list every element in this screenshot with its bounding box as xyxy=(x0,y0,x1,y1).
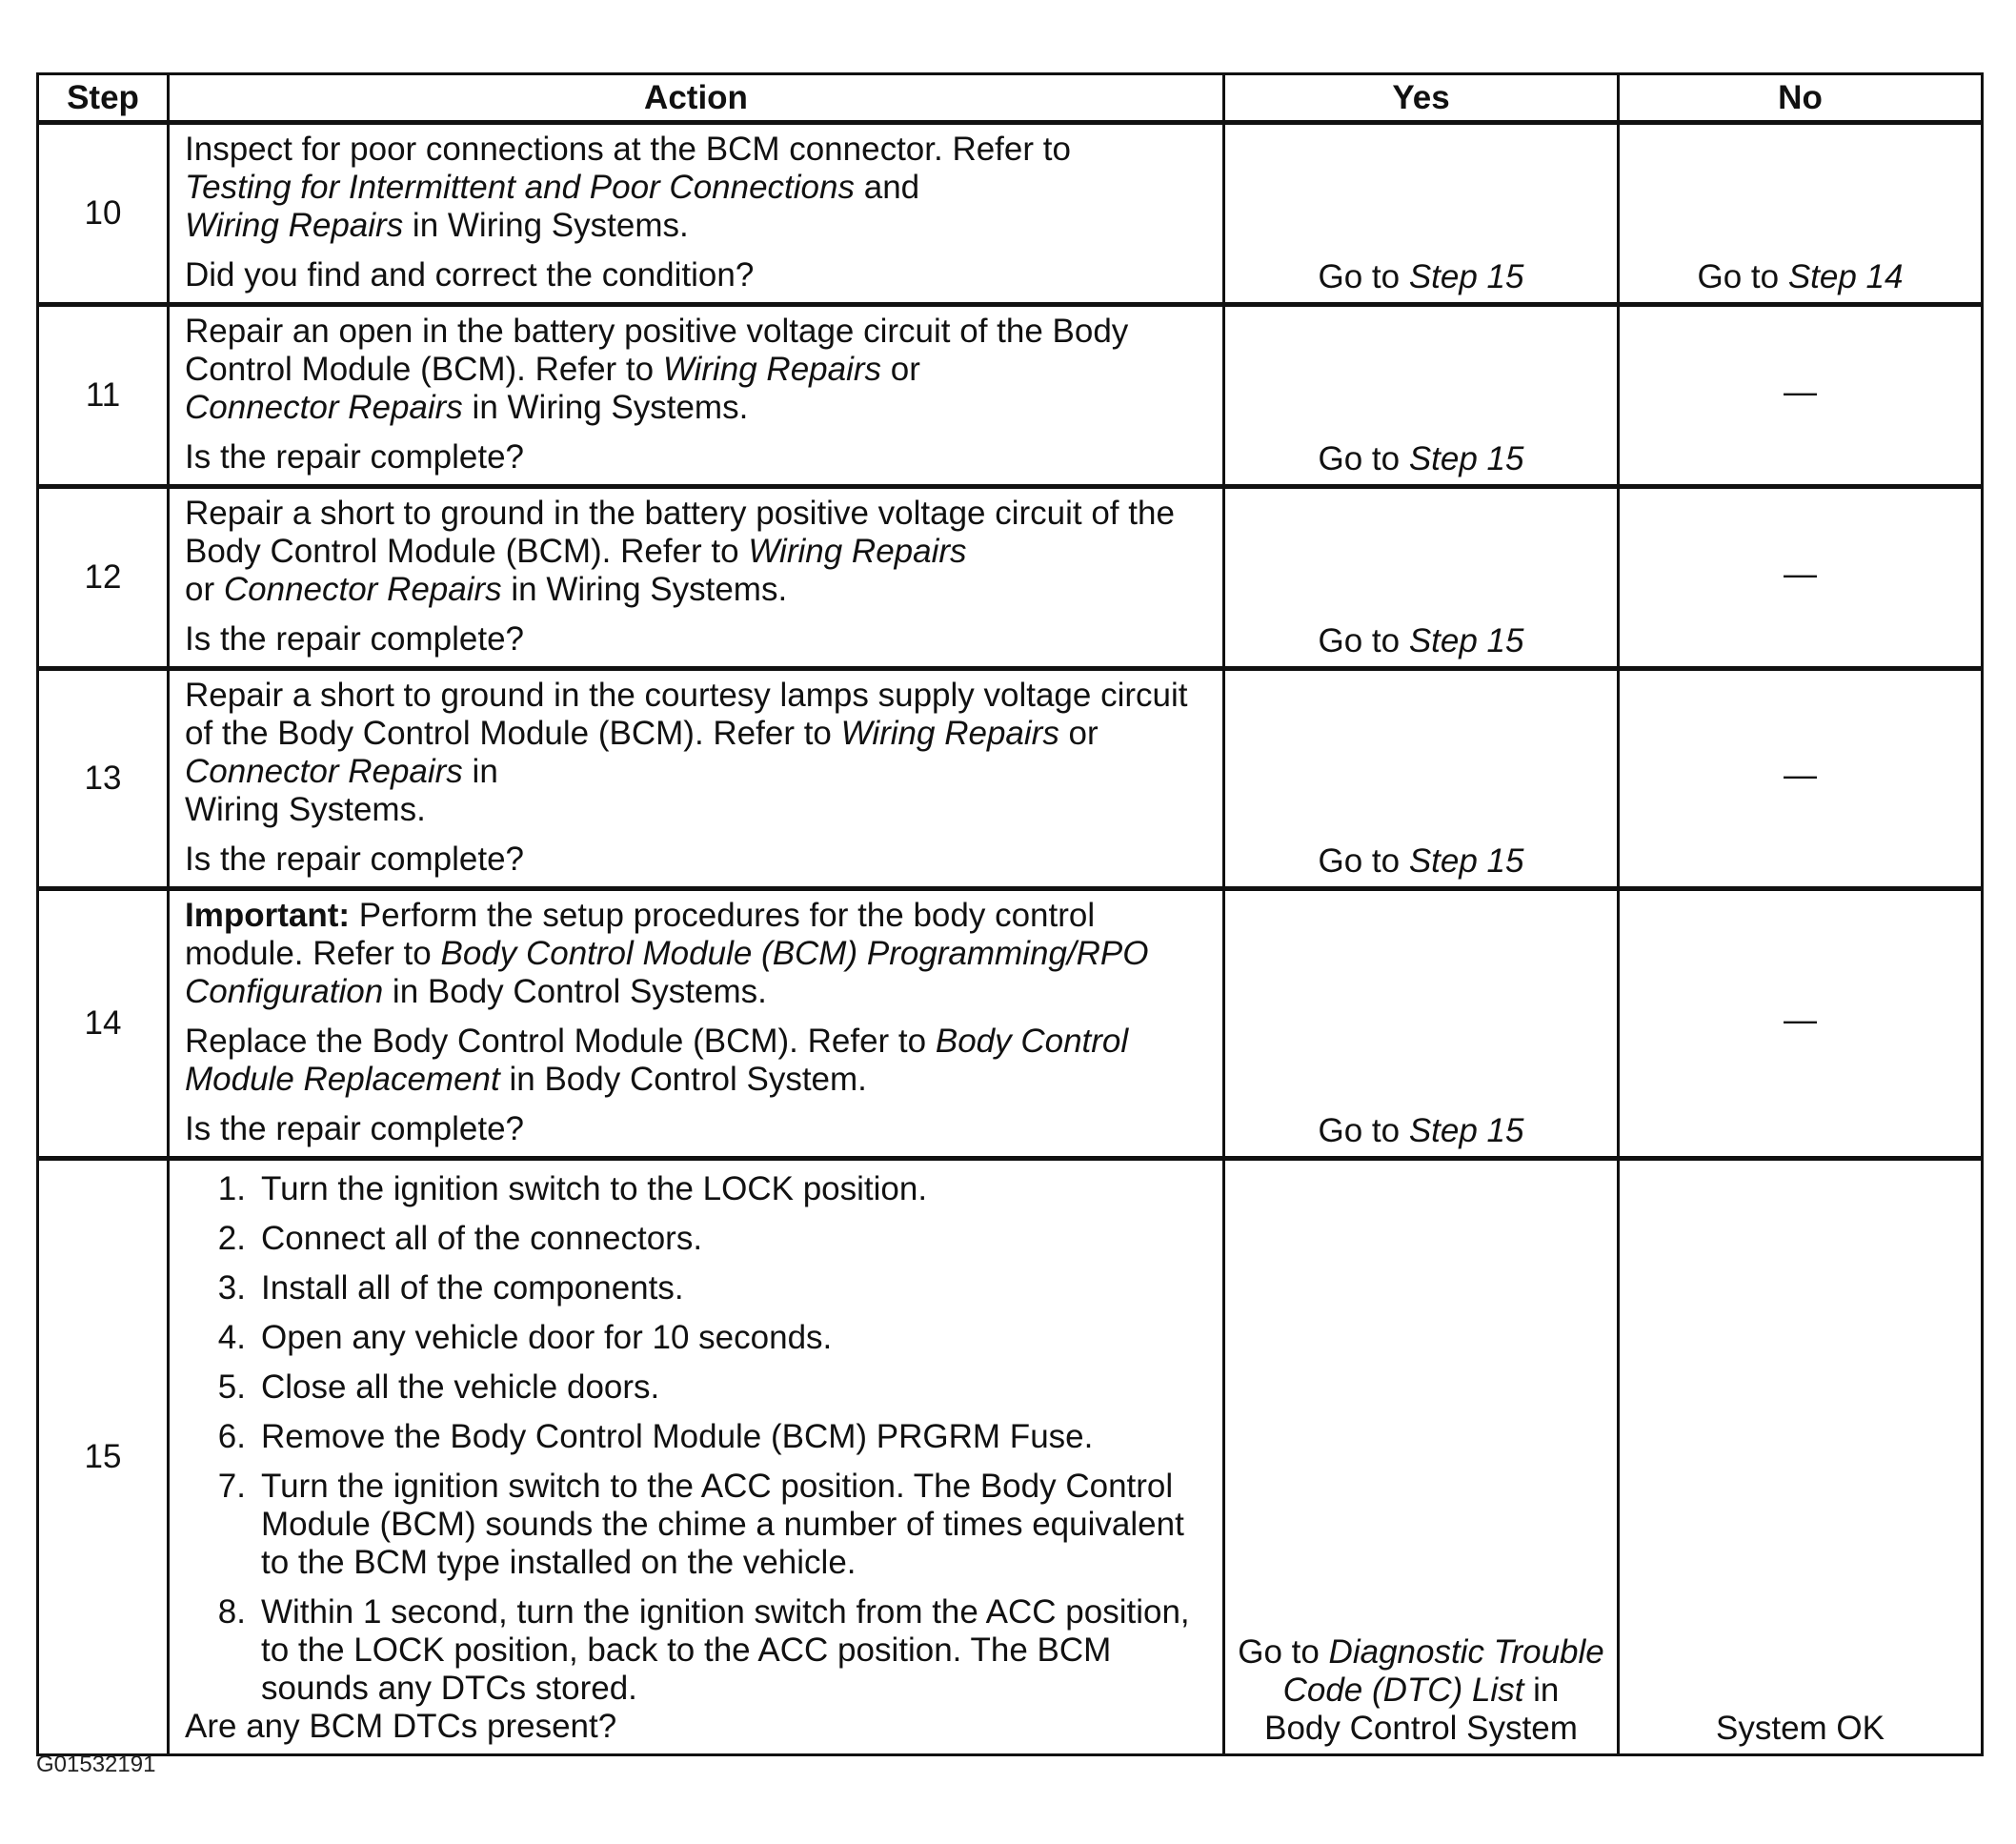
list-item xyxy=(185,1220,1207,1258)
question-text: Is the repair complete? xyxy=(185,1110,525,1147)
replace-instruction xyxy=(185,1023,1207,1099)
yes-cell xyxy=(1224,669,1619,889)
yes-prefix: Go to xyxy=(1318,1112,1409,1149)
action-text-part: in Body Control Systems. xyxy=(383,973,767,1010)
no-cell: System OK xyxy=(1619,1159,1983,1755)
yes-prefix: Go to xyxy=(1238,1633,1329,1671)
list-text: Close all the vehicle doors. xyxy=(261,1368,660,1406)
diagnostic-table xyxy=(36,72,1984,1756)
step-number: 14 xyxy=(38,889,169,1159)
yes-cell xyxy=(1224,487,1619,669)
procedure-list xyxy=(185,1170,1207,1708)
question-text: Is the repair complete? xyxy=(185,438,525,476)
no-dash: — xyxy=(1619,305,1983,487)
action-cell xyxy=(169,669,1224,889)
question-text: Is the repair complete? xyxy=(185,620,525,658)
header-step: Step xyxy=(38,74,169,123)
action-text xyxy=(185,131,1207,245)
list-number: 5. xyxy=(217,1368,246,1406)
yes-tail: Body Control System xyxy=(1264,1710,1578,1747)
action-text-part: Repair a short to ground in the battery positive voltage circuit of the Body Control Module (BCM). Refer to xyxy=(185,495,1175,570)
action-text-part: or xyxy=(881,351,920,388)
no-dash: — xyxy=(1619,669,1983,889)
step-number: 12 xyxy=(38,487,169,669)
table-row xyxy=(38,305,1983,487)
doc-reference: Wiring Repairs xyxy=(662,351,882,388)
action-text xyxy=(185,495,1207,609)
list-text: Connect all of the connectors. xyxy=(261,1220,703,1257)
action-cell xyxy=(169,487,1224,669)
list-text: Remove the Body Control Module (BCM) PRGRM Fuse. xyxy=(261,1418,1094,1455)
no-prefix: Go to xyxy=(1697,258,1788,295)
header-action: Action xyxy=(169,74,1224,123)
doc-reference: Body Control Module (BCM) Programming/RPO Configuration xyxy=(185,935,1149,1010)
important-label: Important: xyxy=(185,897,351,934)
list-item xyxy=(185,1593,1207,1708)
yes-prefix: Go to xyxy=(1318,258,1409,295)
no-dash: — xyxy=(1619,889,1983,1159)
action-text-part: Perform the setup procedures for the body control module. Refer to xyxy=(185,897,1096,972)
list-number: 8. xyxy=(217,1593,246,1631)
doc-reference: Body Control Module Replacement xyxy=(185,1023,1129,1098)
list-text: Install all of the components. xyxy=(261,1269,684,1307)
action-text-part: Inspect for poor connections at the BCM connector. Refer to xyxy=(185,131,1071,168)
action-cell xyxy=(169,123,1224,305)
list-item xyxy=(185,1368,1207,1407)
header-no: No xyxy=(1619,74,1983,123)
doc-reference: Wiring Repairs xyxy=(748,533,967,570)
action-cell xyxy=(169,889,1224,1159)
question-text: Are any BCM DTCs present? xyxy=(185,1708,617,1745)
action-text-part: in Wiring Systems. xyxy=(403,207,689,244)
figure-id: G01532191 xyxy=(36,1752,156,1777)
yes-cell xyxy=(1224,123,1619,305)
list-number: 3. xyxy=(217,1269,246,1307)
doc-reference: Wiring Repairs xyxy=(185,207,404,244)
action-text-part: in Wiring Systems. xyxy=(462,389,749,426)
yes-cell xyxy=(1224,889,1619,1159)
list-number: 2. xyxy=(217,1220,246,1257)
yes-tail: in xyxy=(1523,1672,1560,1709)
step-link: Step 14 xyxy=(1787,258,1904,295)
yes-prefix: Go to xyxy=(1318,440,1409,477)
doc-reference: Wiring Repairs xyxy=(840,715,1059,752)
question-text: Did you find and correct the condition? xyxy=(185,256,755,294)
header-row xyxy=(38,74,1983,123)
step-number: 13 xyxy=(38,669,169,889)
action-text-part: Wiring Systems. xyxy=(185,791,426,828)
action-text-part: in Wiring Systems. xyxy=(501,571,788,608)
action-cell xyxy=(169,305,1224,487)
list-item xyxy=(185,1170,1207,1208)
step-link: Step 15 xyxy=(1408,842,1524,880)
question-text: Is the repair complete? xyxy=(185,841,525,878)
action-text-part: or xyxy=(1058,715,1099,752)
action-text-part: Repair a short to ground in the courtesy lamps supply voltage circuit of the Body Control Module (BCM). Refer to xyxy=(185,677,1188,752)
list-item xyxy=(185,1269,1207,1307)
step-link: Step 15 xyxy=(1408,258,1524,295)
list-number: 4. xyxy=(217,1319,246,1356)
action-text-part: Repair an open in the battery positive voltage circuit of the Body Control Module (BCM). Refer to xyxy=(185,313,1129,388)
no-dash: — xyxy=(1619,487,1983,669)
list-number: 7. xyxy=(217,1468,246,1505)
yes-cell xyxy=(1224,305,1619,487)
list-item xyxy=(185,1319,1207,1357)
yes-cell xyxy=(1224,1159,1619,1755)
important-note xyxy=(185,897,1207,1011)
action-text-part: or xyxy=(185,571,224,608)
list-text: Turn the ignition switch to the LOCK position. xyxy=(261,1170,928,1207)
table-row xyxy=(38,889,1983,1159)
doc-reference: Testing for Intermittent and Poor Connections xyxy=(185,169,855,206)
action-text-part: and xyxy=(855,169,920,206)
step-number: 10 xyxy=(38,123,169,305)
action-text xyxy=(185,677,1207,829)
step-number: 15 xyxy=(38,1159,169,1755)
action-text-part: Replace the Body Control Module (BCM). Refer to xyxy=(185,1023,936,1060)
list-number: 6. xyxy=(217,1418,246,1455)
step-number: 11 xyxy=(38,305,169,487)
action-text-part: in xyxy=(462,753,498,790)
doc-reference: Connector Repairs xyxy=(223,571,502,608)
yes-prefix: Go to xyxy=(1318,622,1409,659)
action-cell xyxy=(169,1159,1224,1755)
list-item xyxy=(185,1468,1207,1582)
table-row xyxy=(38,1159,1983,1755)
doc-reference: Connector Repairs xyxy=(185,389,463,426)
list-number: 1. xyxy=(217,1170,246,1207)
step-link: Step 15 xyxy=(1408,1112,1524,1149)
table-row xyxy=(38,123,1983,305)
table-row xyxy=(38,487,1983,669)
action-text-part: in Body Control System. xyxy=(499,1061,867,1098)
list-text: Turn the ignition switch to the ACC position. The Body Control Module (BCM) sounds the chime a number of times equivalent to the BCM type installed on the vehicle. xyxy=(261,1468,1184,1581)
doc-reference: Diagnostic Trouble Code (DTC) List xyxy=(1282,1633,1604,1709)
list-text: Within 1 second, turn the ignition switch from the ACC position, to the LOCK position, back to the ACC position. The BCM sounds any DTCs stored. xyxy=(261,1593,1190,1707)
list-text: Open any vehicle door for 10 seconds. xyxy=(261,1319,833,1356)
table-row xyxy=(38,669,1983,889)
yes-prefix: Go to xyxy=(1318,842,1409,880)
header-yes: Yes xyxy=(1224,74,1619,123)
step-link: Step 15 xyxy=(1408,622,1524,659)
no-cell xyxy=(1619,123,1983,305)
step-link: Step 15 xyxy=(1408,440,1524,477)
action-text xyxy=(185,313,1207,427)
doc-reference: Connector Repairs xyxy=(185,753,463,790)
list-item xyxy=(185,1418,1207,1456)
